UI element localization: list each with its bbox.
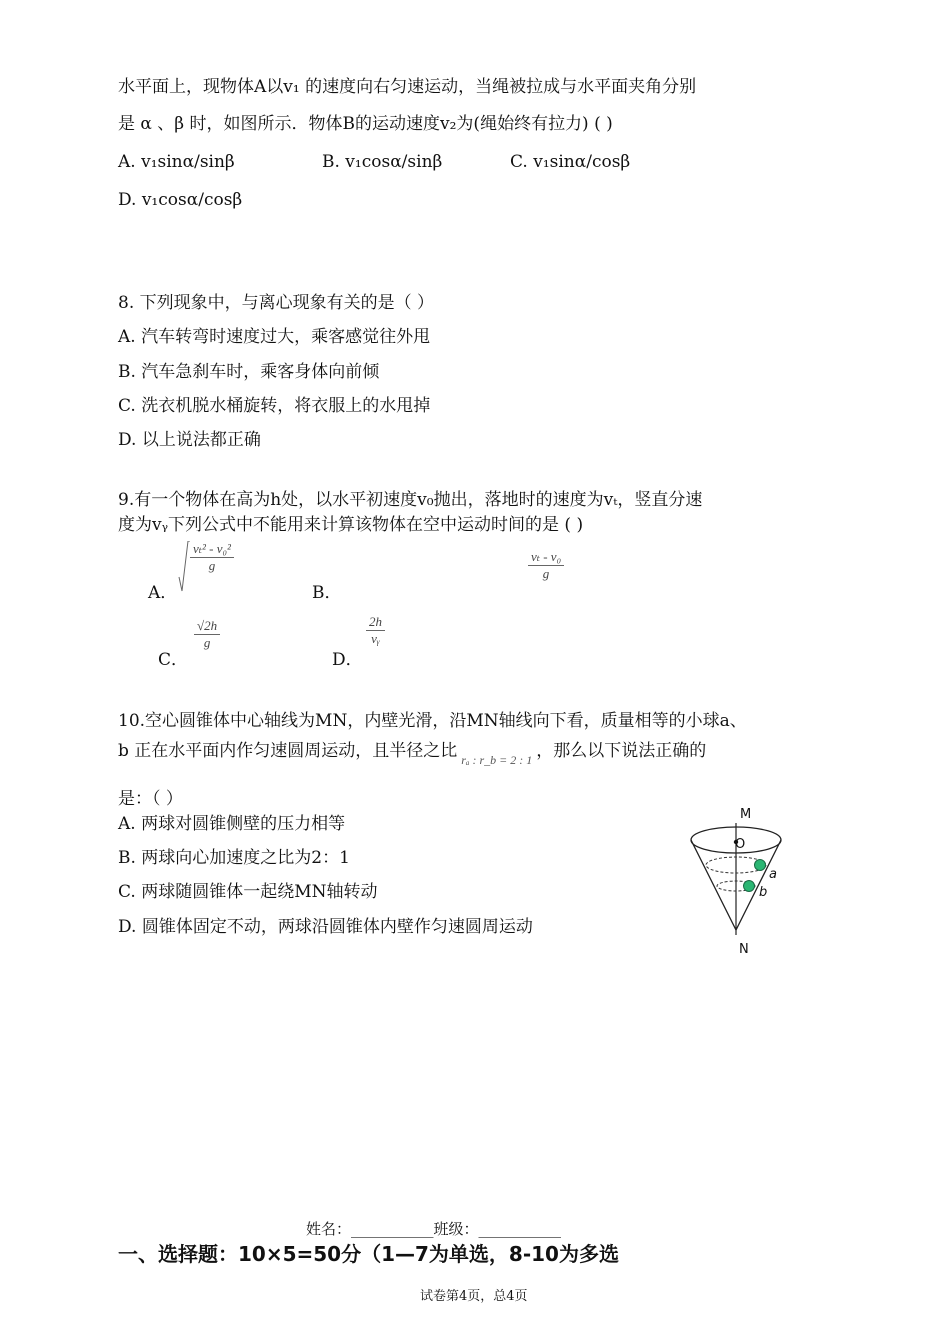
- cone-figure: [685, 803, 795, 953]
- q10-option-b: B. 两球向心加速度之比为2：1: [118, 848, 350, 868]
- label-n: N: [739, 942, 749, 953]
- label-b: b: [759, 885, 768, 900]
- q9-formula-c: [194, 618, 220, 651]
- q7-option-b: B. v₁cosα/sinβ: [322, 152, 443, 172]
- q9-formula-b-den: g: [542, 566, 550, 581]
- label-a: a: [769, 867, 777, 882]
- section-title: 一、选择题：10×5=50分（1—7为单选，8-10为多选: [118, 1242, 619, 1266]
- q10-ratio: rₐ : r_b = 2 : 1: [461, 753, 533, 767]
- q9-formula-a-num: vₜ² - v₀²: [190, 541, 234, 558]
- q7-option-c: C. v₁sinα/cosβ: [510, 152, 631, 172]
- q9-label-c: C．: [158, 650, 189, 670]
- q10-line2-post: ，那么以下说法正确的: [536, 741, 707, 761]
- q9-formula-c-num: √2h: [194, 618, 220, 635]
- q8-stem: 8. 下列现象中，与离心现象有关的是（ ）: [118, 293, 435, 313]
- q9-formula-b-num: vₜ - v₀: [528, 549, 564, 566]
- q9-label-a: A．: [148, 583, 178, 603]
- label-o: O: [735, 837, 746, 852]
- q9-formula-a-den: g: [208, 558, 216, 573]
- q8-option-c: C. 洗衣机脱水桶旋转，将衣服上的水甩掉: [118, 396, 431, 416]
- q7-option-a: A. v₁sinα/sinβ: [118, 152, 235, 172]
- ball-a: [755, 860, 766, 871]
- q7-option-d: D. v₁cosα/cosβ: [118, 190, 243, 210]
- q8-option-d: D. 以上说法都正确: [118, 430, 261, 450]
- q10-option-d: D. 圆锥体固定不动，两球沿圆锥体内壁作匀速圆周运动: [118, 917, 533, 937]
- label-m: M: [740, 807, 752, 822]
- q9-formula-d: [366, 614, 385, 647]
- q9-formula-b: [528, 549, 564, 582]
- q9-line1: 9.有一个物体在高为h处，以水平初速度v₀抛出，落地时的速度为vₜ，竖直分速: [118, 490, 703, 510]
- q9-label-d: D．: [332, 650, 363, 670]
- q7-line2: 是 α 、β 时，如图所示．物体B的运动速度v₂为(绳始终有拉力) ( ): [118, 114, 613, 134]
- q10-line2-pre: b 正在水平面内作匀速圆周运动，且半径之比: [118, 741, 458, 761]
- ball-b: [744, 881, 755, 892]
- q8-option-a: A. 汽车转弯时速度过大，乘客感觉往外甩: [118, 327, 431, 347]
- q9-sqrt-sign: [178, 541, 186, 591]
- q10-option-a: A. 两球对圆锥侧壁的压力相等: [118, 814, 346, 834]
- q10-option-c: C. 两球随圆锥体一起绕MN轴转动: [118, 882, 378, 902]
- q9-line2: 度为vᵧ下列公式中不能用来计算该物体在空中运动时间的是 ( ): [118, 515, 584, 535]
- q10-line3: 是：（ ）: [118, 789, 183, 809]
- q9-formula-c-den: g: [203, 635, 211, 650]
- q10-line2: [118, 740, 707, 767]
- q9-formula-a: [190, 541, 234, 574]
- page-info: 试卷第4页，总4页: [420, 1289, 528, 1304]
- q9-label-b: B．: [312, 583, 342, 603]
- name-class-line: 姓名：___________班级：___________: [306, 1220, 562, 1238]
- q8-option-b: B. 汽车急刹车时，乘客身体向前倾: [118, 362, 380, 382]
- q10-line1: 10.空心圆锥体中心轴线为MN，内壁光滑，沿MN轴线向下看，质量相等的小球a、: [118, 711, 747, 731]
- q7-line1: 水平面上，现物体A以v₁ 的速度向右匀速运动，当绳被拉成与水平面夹角分别: [118, 77, 697, 97]
- q9-formula-d-num: 2h: [366, 614, 385, 631]
- q9-formula-d-den: vᵧ: [371, 631, 380, 646]
